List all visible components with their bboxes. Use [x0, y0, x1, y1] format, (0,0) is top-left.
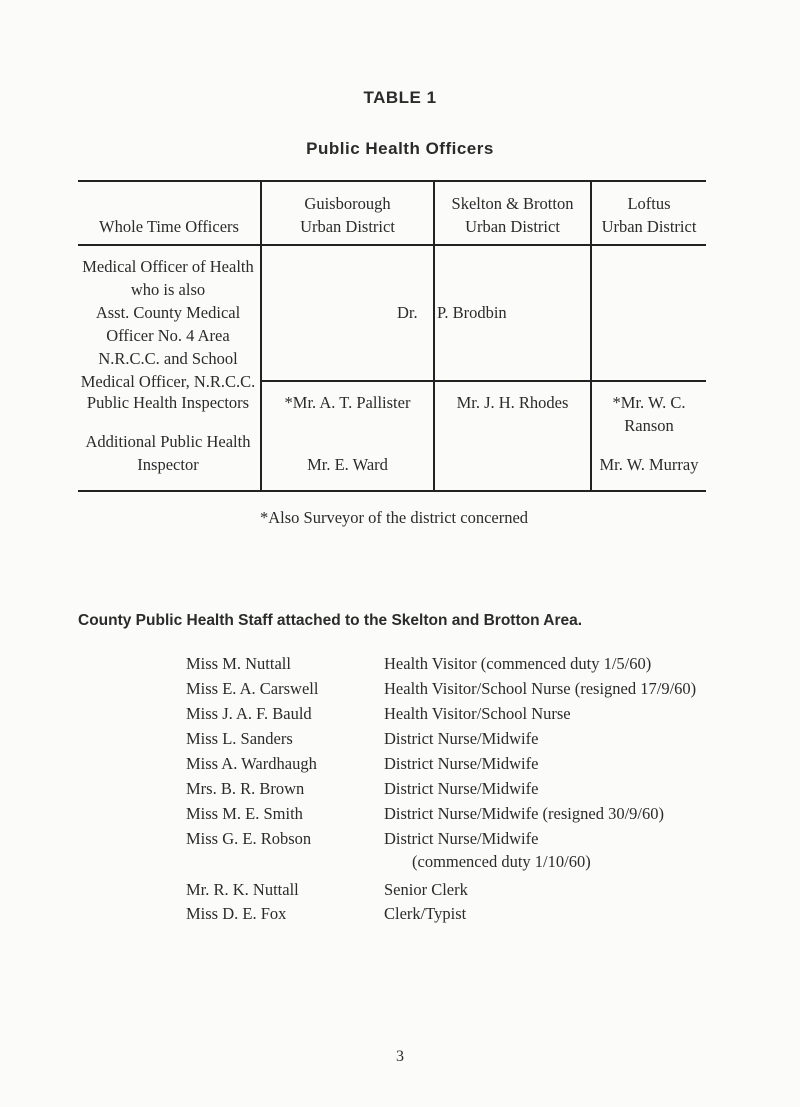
phi-loftus-line2: Ranson [624, 416, 674, 435]
staff-name: Miss D. E. Fox [186, 904, 287, 923]
phi-guisborough: *Mr. A. T. Pallister [284, 393, 411, 412]
staff-heading: County Public Health Staff attached to the Skelton and Brotton Area. [78, 612, 583, 629]
moh-label-line6: Medical Officer, N.R.C.C. [80, 372, 256, 391]
footnote: *Also Surveyor of the district concerned [260, 508, 529, 527]
staff-role: (commenced duty 1/10/60) [412, 852, 591, 871]
moh-label-line3: Asst. County Medical [95, 303, 241, 322]
staff-role: District Nurse/Midwife [384, 829, 539, 848]
staff-role: District Nurse/Midwife [384, 779, 539, 798]
table-title: TABLE 1 [363, 88, 437, 107]
moh-label-line4: Officer No. 4 Area [106, 326, 230, 345]
moh-value-dr: Dr. [397, 303, 418, 322]
staff-name: Mr. R. K. Nuttall [186, 880, 299, 899]
header-loftus-line1: Loftus [627, 194, 671, 213]
additional-label-line1: Additional Public Health [85, 432, 251, 451]
staff-role: Clerk/Typist [384, 904, 467, 923]
staff-role: Health Visitor/School Nurse (resigned 17/9/60) [384, 679, 697, 698]
moh-label-line5: N.R.C.C. and School [98, 349, 238, 368]
phi-label: Public Health Inspectors [86, 393, 250, 412]
header-skelton-line2: Urban District [465, 217, 560, 236]
staff-name: Miss E. A. Carswell [186, 679, 319, 698]
header-rule [78, 244, 706, 246]
staff-role: District Nurse/Midwife [384, 729, 539, 748]
staff-name: Miss J. A. F. Bauld [186, 704, 312, 723]
staff-role: District Nurse/Midwife (resigned 30/9/60) [384, 804, 664, 823]
additional-label-line2: Inspector [137, 455, 199, 474]
table-bottom-rule [78, 490, 706, 492]
row-rule [260, 380, 706, 382]
moh-value-name: P. Brodbin [437, 303, 507, 322]
header-whole-time-officers: Whole Time Officers [99, 217, 239, 236]
staff-name: Miss G. E. Robson [186, 829, 312, 848]
staff-role: Health Visitor (commenced duty 1/5/60) [384, 654, 652, 673]
additional-guisborough: Mr. E. Ward [307, 455, 388, 474]
header-guisborough-line2: Urban District [300, 217, 395, 236]
moh-label-line2: who is also [130, 280, 206, 299]
staff-name: Mrs. B. R. Brown [186, 779, 305, 798]
header-guisborough-line1: Guisborough [304, 194, 391, 213]
staff-name: Miss L. Sanders [186, 729, 293, 748]
staff-name: Miss M. E. Smith [186, 804, 303, 823]
table-top-rule [78, 180, 706, 182]
staff-role: District Nurse/Midwife [384, 754, 539, 773]
staff-name: Miss M. Nuttall [186, 654, 291, 673]
moh-label-line1: Medical Officer of Health [82, 257, 254, 276]
phi-skelton: Mr. J. H. Rhodes [456, 393, 569, 412]
table-subtitle: Public Health Officers [306, 139, 494, 158]
staff-name: Miss A. Wardhaugh [186, 754, 317, 773]
staff-role: Senior Clerk [384, 880, 468, 899]
phi-loftus-line1: *Mr. W. C. [612, 393, 686, 412]
additional-loftus: Mr. W. Murray [599, 455, 699, 474]
staff-role: Health Visitor/School Nurse [384, 704, 571, 723]
header-skelton-line1: Skelton & Brotton [451, 194, 574, 213]
page-number: 3 [396, 1048, 404, 1065]
header-loftus-line2: Urban District [601, 217, 697, 236]
